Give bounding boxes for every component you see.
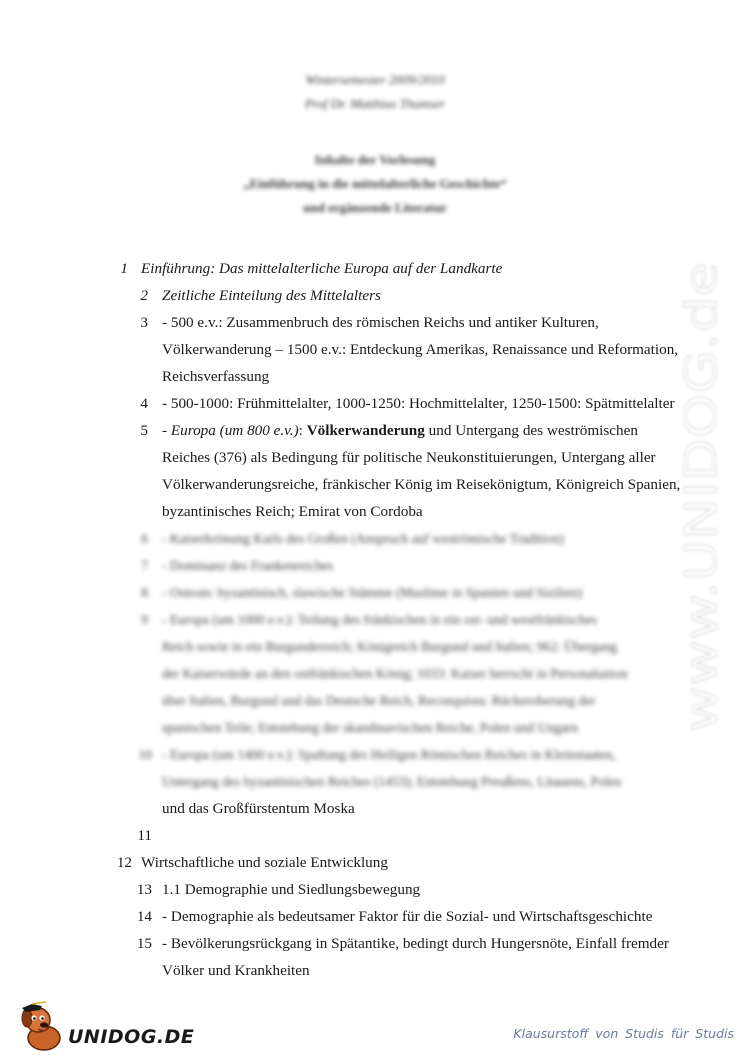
- line-continuation: der Kaiserwürde an den ostfränkischen König; 1033: Kaiser herrscht in Personalunion: [162, 666, 628, 681]
- semester-line: Wintersemester 2009/2010: [305, 72, 445, 87]
- watermark-text: www.UNIDOG.de: [676, 364, 727, 732]
- line-text: Zeitliche Einteilung des Mittelalters: [162, 287, 381, 304]
- footer-tagline: Klausurstoff von Studis für Studis: [513, 1026, 734, 1041]
- line-number: 11: [137, 827, 152, 844]
- line-text: - Europa (um 1000 e.v.): Teilung des fränkischen in ein ost- und westfränkisches: [162, 612, 598, 627]
- bold-term: Völkerwanderung: [306, 422, 425, 439]
- line-text: Wirtschaftliche und soziale Entwicklung: [141, 854, 388, 871]
- line-text: - Bevölkerungsrückgang in Spätantike, bedingt durch Hungersnöte, Einfall fremder: [162, 935, 669, 952]
- line-number: 2: [140, 287, 148, 304]
- line-number: 3: [140, 314, 148, 331]
- line-continuation: Reichsverfassung: [162, 368, 270, 385]
- line-text: - Europa (um 1400 e.v.): Spaltung des Heiligen Römischen Reiches in Kleinstaaten,: [162, 747, 616, 762]
- professor-line: Prof Dr. Matthias Thumser: [304, 96, 446, 111]
- line-number: 8: [141, 585, 148, 600]
- document-title: [0, 148, 750, 220]
- line-continuation: Reiches (376) als Bedingung für politische Neukonstituierungen, Untergang aller: [162, 449, 656, 466]
- title-line-1: Inhalte der Vorlesung: [314, 152, 436, 167]
- line-number: 7: [141, 558, 148, 573]
- line-text: - 500-1000: Frühmittelalter, 1000-1250: Hochmittelalter, 1250-1500: Spätmittelalter: [162, 395, 675, 412]
- line-number: 12: [116, 854, 132, 871]
- line-prefix: -: [162, 422, 171, 439]
- line-text: - Demographie als bedeutsamer Faktor für die Sozial- und Wirtschaftsgeschichte: [162, 908, 653, 925]
- line-text: 1.1 Demographie und Siedlungsbewegung: [162, 881, 421, 898]
- line-rest: und Untergang des weströmischen: [424, 422, 638, 439]
- italic-heading: Europa (um 800 e.v.): [170, 422, 299, 439]
- line-number: 10: [138, 747, 152, 762]
- title-line-3: und ergänzende Literatur: [303, 200, 447, 215]
- line-continuation: Völkerwanderung – 1500 e.v.: Entdeckung Amerikas, Renaissance und Reformation,: [162, 341, 679, 358]
- line-continuation: byzantinisches Reich; Emirat von Cordoba: [162, 503, 423, 520]
- line-number: 14: [136, 908, 152, 925]
- title-line-2: „Einführung in die mittelalterliche Geschichte“: [243, 176, 507, 191]
- line-number: 4: [140, 395, 148, 412]
- line-number: 13: [136, 881, 152, 898]
- watermark: [672, 260, 732, 740]
- line-continuation: über Italien, Burgund und das Deutsche Reich, Reconquista: Rückeroberung der: [162, 693, 596, 708]
- line-text: - 500 e.v.: Zusammenbruch des römischen Reichs und antiker Kulturen,: [162, 314, 599, 331]
- line-number: 6: [141, 531, 148, 546]
- line-number: 9: [141, 612, 148, 627]
- document-header: [0, 68, 750, 116]
- line-continuation: Reich sowie in ein Burgunderreich; Königreich Burgund und Italien; 962: Übergang: [162, 639, 618, 654]
- line-number: 15: [136, 935, 152, 952]
- line-continuation: und das Großfürstentum Moska: [162, 800, 355, 817]
- line-number: 5: [140, 422, 148, 439]
- dog-mascot-icon: [18, 1000, 70, 1054]
- line-text: - Ostrom: byzantinisch, slawische Stämme (Muslime in Spanien und Sizilien): [162, 585, 582, 600]
- unidog-logo[interactable]: [18, 1000, 195, 1056]
- line-number: 1: [120, 260, 128, 277]
- line-text: [162, 418, 638, 445]
- line-continuation: Völker und Krankheiten: [162, 962, 310, 979]
- line-text: - Dominanz des Frankenreiches: [162, 558, 334, 573]
- line-continuation: Völkerwanderungsreiche, fränkischer König im Reisekönigtum, Königreich Spanien,: [162, 476, 681, 493]
- line-continuation: Untergang des byzantinischen Reiches (1453); Entstehung Preußens, Litauens, Polen: [162, 774, 622, 789]
- line-text: - Kaiserkrönung Karls des Großen (Anspruch auf weströmische Tradition): [162, 531, 564, 546]
- logo-text: UNIDOG.DE: [68, 1026, 195, 1048]
- line-text: Einführung: Das mittelalterliche Europa auf der Landkarte: [141, 260, 503, 277]
- line-colon: :: [298, 422, 307, 439]
- line-continuation: spanischen Teile; Entstehung der skandinavischen Reiche, Polen und Ungarn: [162, 720, 579, 735]
